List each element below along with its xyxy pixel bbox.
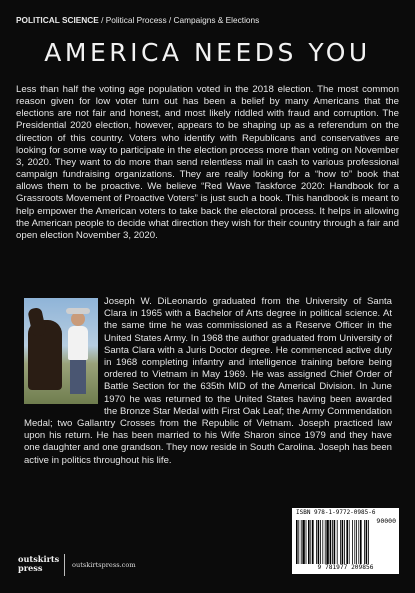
barcode-bar xyxy=(342,520,344,564)
barcode-bar xyxy=(354,520,355,564)
barcode-bar xyxy=(302,520,304,564)
publisher-url: outskirtspress.com xyxy=(72,561,136,569)
isbn-barcode xyxy=(292,508,399,574)
barcode-bar xyxy=(356,520,357,564)
photo-spacer xyxy=(24,296,104,414)
barcode-bar xyxy=(364,520,365,564)
barcode-bar xyxy=(325,520,326,564)
back-cover-title: AMERICA NEEDS YOU xyxy=(44,38,371,67)
barcode-bar xyxy=(298,520,299,564)
category-line xyxy=(16,15,399,25)
barcode-bar xyxy=(310,520,311,564)
barcode-bar xyxy=(326,520,328,564)
barcode-bar xyxy=(296,520,298,564)
barcode-bar xyxy=(334,520,336,564)
barcode-bar xyxy=(316,520,317,564)
barcode-bar xyxy=(301,520,302,564)
barcode-bars xyxy=(296,520,395,564)
barcode-bar xyxy=(366,520,368,564)
barcode-bar xyxy=(330,520,332,564)
publisher-divider xyxy=(64,554,65,576)
barcode-bar xyxy=(318,520,320,564)
isbn-number: ISBN 978-1-9772-0985-6 xyxy=(296,509,376,516)
barcode-bar xyxy=(312,520,314,564)
barcode-price-code: 90000 xyxy=(376,517,396,525)
barcode-bar xyxy=(352,520,353,564)
barcode-bar xyxy=(346,520,348,564)
barcode-bar xyxy=(368,520,369,564)
publisher-block xyxy=(18,553,188,577)
book-blurb: Less than half the voting age population voted in the 2018 election. The most common reason given for low voter turn out has been a belief by many Americans that the elections are not fair and honest, and most likely riddled with fraud and corruption. The Presidential 2020 election, however, appears to be shaping up as a referendum on the direction of this country. Voters who identify with Republicans and conservatives are looking for some way to participate in the election process more than voting on November 3, 2020. They want to do more than send relentless mail in cash to various professional campaign fundraising organizations. They are really looking for a “how to” book that allows them to be proactive. We believe “Red Wave Taskforce 2020: Handbook for a Grassroots Movement of Proactive Voters” is just such a book. This handbook is meant to help empower the American voters to take back the electoral process. It helps in allowing the American people to decide what direction they wish for their country through a fair and open election November 3, 2020. xyxy=(16,84,399,241)
author-bio-text: Joseph W. DiLeonardo graduated from the University of Santa Clara in 1965 with a Bachelor of Arts degree in political science. At the same time he was commissioned as a Reserve Officer in the United States Army. In 1968 the author graduated from University of Santa Clara with a Juris Doctor degree. He commenced active duty in 1968 completing infantry and intelligence training before being ordered to Vietnam in May 1969. He was assigned Chief Order of Battle Section for the 635th MID of the Americal Division. In June 1970 he was returned to the United States having been awarded the Bronze Star Medal with First Oak Leaf; the Army Commendation Medal; two Gallantry Crosses from the Republic of Vietnam. Joseph practiced law upon his return. He has been married to his Wife Sharon since 1979 and they have one daughter and one grandson. They now reside in South Carolina. Joseph has been active in politics throughout his life. xyxy=(24,296,392,466)
publisher-logo xyxy=(18,555,59,573)
author-bio xyxy=(24,296,392,467)
barcode-bar xyxy=(306,520,307,564)
barcode-bar xyxy=(308,520,310,564)
barcode-bar xyxy=(320,520,321,564)
category-rest: / Political Process / Campaigns & Elections xyxy=(98,15,260,25)
barcode-digits: 9 781977 209856 xyxy=(317,564,374,571)
barcode-bar xyxy=(349,520,350,564)
barcode-bar xyxy=(358,520,359,564)
barcode-bar xyxy=(340,520,341,564)
barcode-bar xyxy=(332,520,333,564)
publisher-logo-line2: press xyxy=(18,563,43,573)
publisher-logo-line1: outskirts xyxy=(18,554,60,564)
barcode-bar xyxy=(337,520,338,564)
category-main: POLITICAL SCIENCE xyxy=(16,15,99,25)
barcode-bar xyxy=(344,520,345,564)
barcode-bar xyxy=(360,520,362,564)
barcode-bar xyxy=(322,520,323,564)
